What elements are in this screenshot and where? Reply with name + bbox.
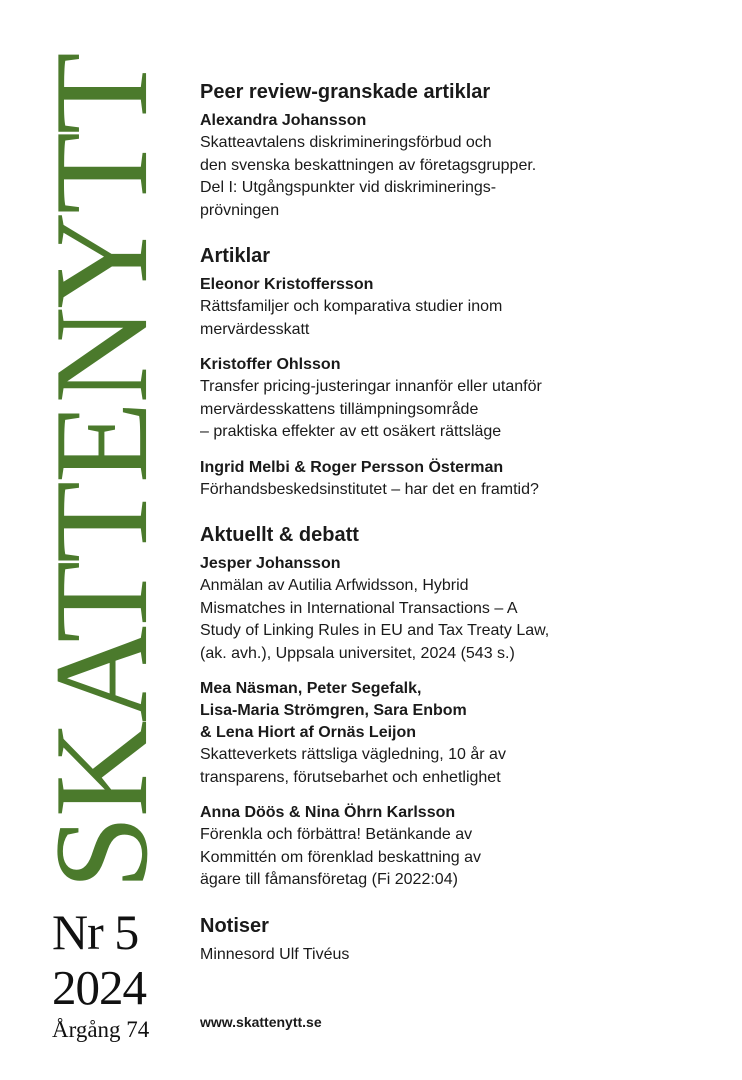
- section-title: Aktuellt & debatt: [200, 524, 359, 546]
- toc-entry: [200, 110, 720, 222]
- entry-title-line: mervärdesskatt: [200, 320, 310, 338]
- entry-title-line: Transfer pricing-justeringar innanför eller utanför: [200, 378, 542, 395]
- entry-title-line: Rättsfamiljer och komparativa studier inom: [200, 298, 503, 315]
- entry-title-line: Del I: Utgångspunkter vid diskriminerings-: [200, 179, 497, 196]
- masthead-title: SKATTENYTT: [27, 54, 176, 890]
- entry-title-line: prövningen: [200, 201, 280, 219]
- entry-author: Alexandra Johansson: [200, 112, 367, 129]
- entry-title-line: Kommittén om förenklad beskattning av: [200, 848, 482, 866]
- entry-author: Kristoffer Ohlsson: [200, 356, 341, 373]
- issue-volume: Årgång 74: [52, 1017, 150, 1042]
- entry-title-line: Förenkla och förbättra! Betänkande av: [200, 826, 473, 843]
- toc-section: [200, 914, 720, 967]
- toc-entry: [200, 274, 720, 341]
- entry-author: Ingrid Melbi & Roger Persson Österman: [200, 458, 504, 476]
- entry-author: Jesper Johansson: [200, 555, 341, 572]
- toc-section: [200, 80, 720, 222]
- entry-title-line: Skatteavtalens diskrimineringsförbud och: [200, 134, 492, 151]
- section-title: Notiser: [200, 914, 269, 937]
- entry-title-line: Anmälan av Autilia Arfwidsson, Hybrid: [200, 577, 469, 594]
- toc-entry: [200, 802, 720, 892]
- masthead: [27, 52, 176, 892]
- entry-author: Mea Näsman, Peter Segefalk,: [200, 680, 422, 697]
- entry-title-line: ägare till fåmansföretag (Fi 2022:04): [200, 871, 458, 888]
- entry-title-line: – praktiska effekter av ett osäkert rättsläge: [200, 423, 502, 440]
- entry-author: Eleonor Kristoffersson: [200, 276, 374, 293]
- entry-title-line: den svenska beskattningen av företagsgrupper.: [200, 156, 537, 174]
- issue-number: Nr 5: [52, 904, 139, 960]
- entry-title-line: (ak. avh.), Uppsala universitet, 2024 (543 s.): [200, 644, 515, 662]
- section-title: Artiklar: [200, 245, 271, 267]
- toc-entry: [200, 457, 720, 502]
- entry-title-line: transparens, förutsebarhet och enhetlighet: [200, 768, 501, 786]
- entry-title-line: mervärdesskattens tillämpningsområde: [200, 400, 479, 418]
- toc-section: [200, 244, 720, 501]
- entry-title-line: Study of Linking Rules in EU and Tax Treaty Law,: [200, 622, 550, 639]
- entry-title-line: Skatteverkets rättsliga vägledning, 10 år av: [200, 746, 506, 763]
- issue-info: [52, 905, 162, 1043]
- entry-title-line: Minnesord Ulf Tivéus: [200, 945, 350, 963]
- website-url[interactable]: www.skattenytt.se: [200, 1014, 322, 1030]
- table-of-contents: [200, 80, 720, 988]
- entry-title-line: Mismatches in International Transactions – A: [200, 599, 518, 617]
- entry-author: Lisa-Maria Strömgren, Sara Enbom: [200, 702, 467, 719]
- toc-entry: [200, 678, 720, 789]
- toc-entry: [200, 354, 720, 444]
- toc-section: [200, 523, 720, 892]
- section-title: Peer review-granskade artiklar: [200, 81, 491, 103]
- toc-entry: [200, 553, 720, 665]
- entry-author: & Lena Hiort af Ornäs Leijon: [200, 724, 417, 741]
- entry-author: Anna Döös & Nina Öhrn Karlsson: [200, 804, 456, 821]
- toc-entry: [200, 944, 720, 967]
- issue-year: 2024: [52, 960, 146, 1015]
- entry-title-line: Förhandsbeskedsinstitutet – har det en framtid?: [200, 480, 539, 498]
